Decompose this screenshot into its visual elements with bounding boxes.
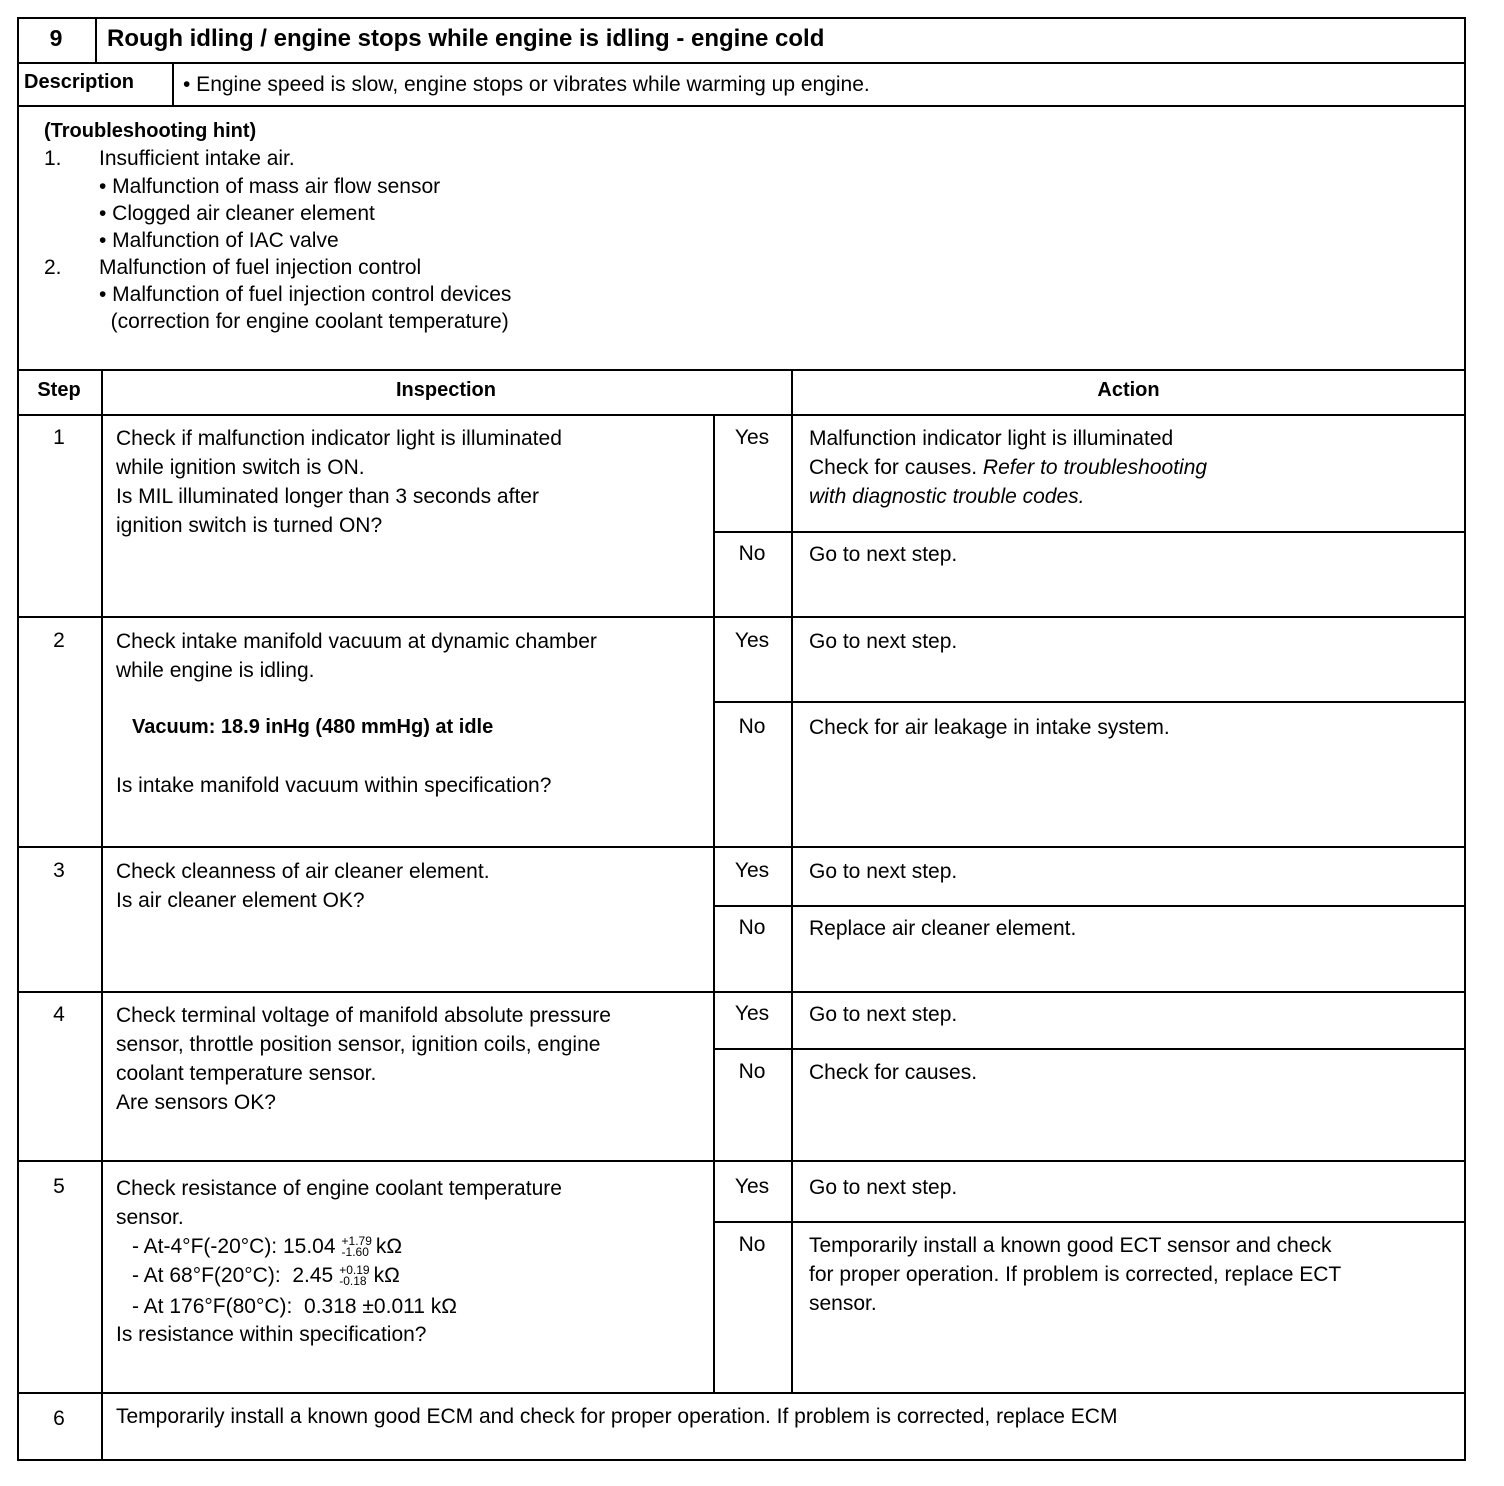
- inspection-line: while engine is idling.: [116, 659, 315, 682]
- yesno-rule: [713, 701, 1466, 703]
- inspection-question: Is resistance within specification?: [116, 1323, 427, 1346]
- action-reference: with diagnostic trouble codes.: [809, 485, 1085, 508]
- header-divider: [95, 17, 97, 62]
- hint-subitem: • Malfunction of IAC valve: [99, 229, 339, 252]
- resistance-spec: - At 176°F(80°C): 0.318 ±0.011 kΩ: [132, 1295, 457, 1318]
- yesno-rule: [713, 531, 1466, 533]
- action-line: Malfunction indicator light is illuminated: [809, 427, 1174, 450]
- resistance-spec-label: - At 68°F(20°C): 2.45: [132, 1264, 334, 1287]
- no-label: No: [738, 542, 766, 565]
- no-label: No: [738, 916, 766, 939]
- action-line: Go to next step.: [809, 1003, 958, 1026]
- column-header-action: Action: [1097, 379, 1160, 401]
- step-number: 1: [53, 426, 65, 449]
- action-line: Go to next step.: [809, 860, 958, 883]
- no-label: No: [738, 715, 766, 738]
- hint-subitem: • Malfunction of mass air flow sensor: [99, 175, 441, 198]
- row-rule: [17, 991, 1466, 993]
- step-number: 4: [53, 1003, 65, 1026]
- action-line: Go to next step.: [809, 1176, 958, 1199]
- action-line: Check for causes.: [809, 1061, 978, 1084]
- hint-item-text: Malfunction of fuel injection control: [99, 256, 422, 279]
- tolerance-plus: +1.79: [341, 1234, 372, 1249]
- action-text: Check for causes.: [809, 456, 983, 479]
- yes-label: Yes: [734, 1175, 770, 1198]
- step-number: 6: [53, 1407, 65, 1430]
- yes-label: Yes: [734, 426, 770, 449]
- no-label: No: [738, 1233, 766, 1256]
- inspection-line: Check resistance of engine coolant temperature: [116, 1177, 562, 1200]
- column-header-step: Step: [37, 379, 81, 401]
- resistance-tolerance: [339, 1265, 369, 1287]
- section-number: 9: [49, 25, 63, 51]
- action-line: Check for air leakage in intake system.: [809, 716, 1170, 739]
- hint-subitem: • Malfunction of fuel injection control devices: [99, 283, 512, 306]
- inspection-line: Is MIL illuminated longer than 3 seconds after: [116, 485, 539, 508]
- inspection-line: sensor, throttle position sensor, ignition coils, engine: [116, 1033, 601, 1056]
- step-column-divider: [101, 369, 103, 1461]
- resistance-tolerance: [342, 1236, 372, 1258]
- hint-title: (Troubleshooting hint): [44, 120, 257, 142]
- resistance-unit: kΩ: [375, 1235, 403, 1258]
- inspection-line: Is air cleaner element OK?: [116, 889, 365, 912]
- inspection-line: Are sensors OK?: [116, 1091, 276, 1114]
- action-line: for proper operation. If problem is corrected, replace ECT: [809, 1263, 1342, 1286]
- resistance-spec: [132, 1232, 402, 1261]
- table-top-rule: [17, 369, 1466, 371]
- vacuum-spec: Vacuum: 18.9 inHg (480 mmHg) at idle: [132, 716, 494, 738]
- action-line: [809, 453, 1207, 482]
- yes-label: Yes: [734, 629, 770, 652]
- inspection-line: Check if malfunction indicator light is illuminated: [116, 427, 562, 450]
- action-line: sensor.: [809, 1292, 877, 1315]
- step-number: 5: [53, 1175, 65, 1198]
- action-line: Temporarily install a known good ECT sensor and check: [809, 1234, 1332, 1257]
- inspection-line: sensor.: [116, 1206, 184, 1229]
- action-reference: Refer to troubleshooting: [982, 456, 1208, 479]
- inspection-line: Check terminal voltage of manifold absolute pressure: [116, 1004, 611, 1027]
- action-line: Go to next step.: [809, 543, 958, 566]
- step-number: 2: [53, 629, 65, 652]
- description-divider: [172, 62, 174, 105]
- tolerance-plus: +0.19: [339, 1263, 370, 1278]
- inspection-line: Check intake manifold vacuum at dynamic chamber: [116, 630, 597, 653]
- resistance-spec: [132, 1261, 400, 1290]
- column-header-inspection: Inspection: [395, 379, 496, 401]
- inspection-line: ignition switch is turned ON?: [116, 514, 383, 537]
- row-rule: [17, 846, 1466, 848]
- hint-item-number: 2.: [44, 256, 62, 279]
- tolerance-minus: -1.60: [341, 1245, 369, 1260]
- row-rule: [17, 1392, 1466, 1394]
- hint-item-number: 1.: [44, 147, 62, 170]
- action-line: Go to next step.: [809, 630, 958, 653]
- hint-subitem: • Clogged air cleaner element: [99, 202, 375, 225]
- header-bottom-rule: [17, 62, 1466, 64]
- yes-label: Yes: [734, 1002, 770, 1025]
- inspection-question: Is intake manifold vacuum within specification?: [116, 774, 552, 797]
- yesno-rule: [713, 1048, 1466, 1050]
- table-header-rule: [17, 414, 1466, 416]
- yesno-rule: [713, 1221, 1466, 1223]
- inspection-line: Check cleanness of air cleaner element.: [116, 860, 490, 883]
- no-label: No: [738, 1060, 766, 1083]
- resistance-spec-label: - At-4°F(-20°C): 15.04: [132, 1235, 336, 1258]
- row-rule: [17, 1160, 1466, 1162]
- tolerance-minus: -0.18: [339, 1274, 367, 1289]
- resistance-unit: kΩ: [373, 1264, 400, 1287]
- page-title: Rough idling / engine stops while engine is idling - engine cold: [107, 25, 825, 52]
- inspection-line: coolant temperature sensor.: [116, 1062, 377, 1085]
- yesno-rule: [713, 905, 1466, 907]
- step-number: 3: [53, 859, 65, 882]
- action-line: Replace air cleaner element.: [809, 917, 1077, 940]
- row-rule: [17, 616, 1466, 618]
- description-bottom-rule: [17, 105, 1466, 107]
- description-label: Description: [24, 71, 135, 93]
- description-text: • Engine speed is slow, engine stops or vibrates while warming up engine.: [183, 73, 870, 96]
- inspection-line: Temporarily install a known good ECM and check for proper operation. If problem is corrected, replace ECM: [116, 1405, 1118, 1428]
- inspection-line: while ignition switch is ON.: [116, 456, 365, 479]
- yes-label: Yes: [734, 859, 770, 882]
- hint-subitem: (correction for engine coolant temperature): [99, 310, 509, 333]
- hint-item-text: Insufficient intake air.: [99, 147, 295, 170]
- action-column-divider: [791, 369, 793, 1392]
